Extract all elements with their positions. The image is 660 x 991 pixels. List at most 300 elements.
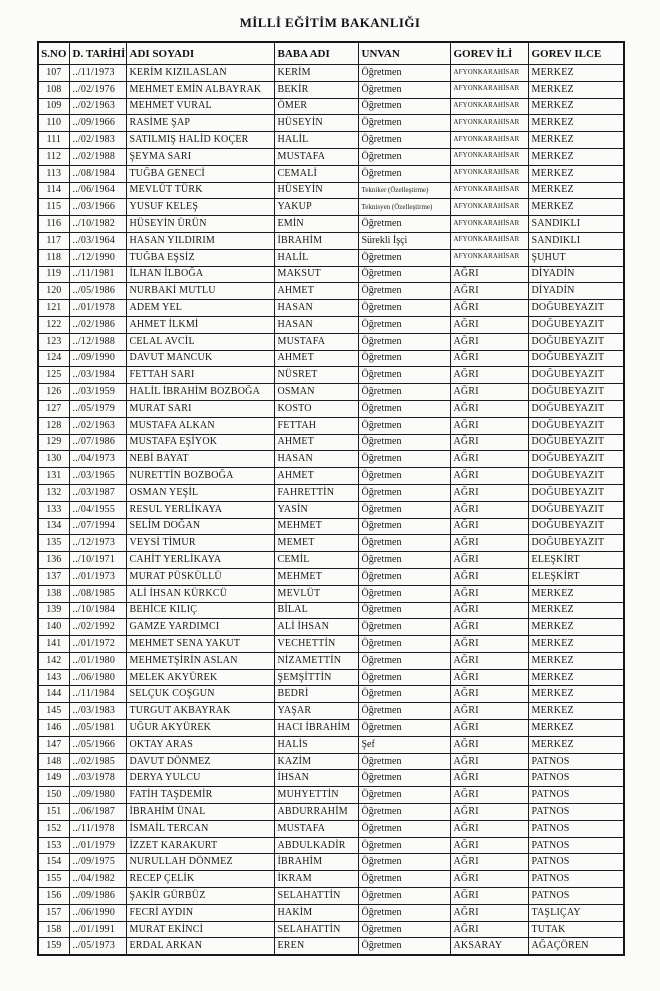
table-row <box>38 669 624 686</box>
table-header <box>38 42 624 65</box>
cell-father-name: SELAHATTİN <box>274 921 358 938</box>
cell-serial-number: 139 <box>38 602 69 619</box>
header-dob: D. TARİHİ <box>69 42 126 65</box>
table-row <box>38 98 624 115</box>
cell-father-name: CEMALİ <box>274 165 358 182</box>
cell-full-name: ŞAKİR GÜRBÜZ <box>126 888 274 905</box>
cell-title: Öğretmen <box>358 434 450 451</box>
cell-serial-number: 130 <box>38 451 69 468</box>
cell-district: MERKEZ <box>528 148 624 165</box>
cell-district: PATNOS <box>528 871 624 888</box>
cell-province: AĞRI <box>450 602 528 619</box>
table-row <box>38 65 624 82</box>
cell-full-name: İSMAİL TERCAN <box>126 820 274 837</box>
cell-serial-number: 138 <box>38 585 69 602</box>
cell-birth-date: ../05/1979 <box>69 400 126 417</box>
cell-district: PATNOS <box>528 820 624 837</box>
cell-father-name: EMİN <box>274 216 358 233</box>
cell-birth-date: ../05/1966 <box>69 736 126 753</box>
cell-province: AĞRI <box>450 367 528 384</box>
cell-title: Öğretmen <box>358 367 450 384</box>
cell-province: AĞRI <box>450 921 528 938</box>
cell-father-name: EREN <box>274 938 358 955</box>
table-row <box>38 400 624 417</box>
cell-province: AĞRI <box>450 652 528 669</box>
cell-serial-number: 159 <box>38 938 69 955</box>
cell-title: Teknisyen (Özelleştirme) <box>358 199 450 216</box>
cell-father-name: AHMET <box>274 350 358 367</box>
cell-father-name: İKRAM <box>274 871 358 888</box>
cell-title: Öğretmen <box>358 854 450 871</box>
cell-title: Öğretmen <box>358 837 450 854</box>
cell-birth-date: ../02/1988 <box>69 148 126 165</box>
cell-serial-number: 110 <box>38 115 69 132</box>
cell-district: DOĞUBEYAZIT <box>528 300 624 317</box>
cell-serial-number: 109 <box>38 98 69 115</box>
cell-title: Öğretmen <box>358 165 450 182</box>
cell-full-name: NURULLAH DÖNMEZ <box>126 854 274 871</box>
cell-birth-date: ../10/1971 <box>69 552 126 569</box>
cell-province: AĞRI <box>450 300 528 317</box>
cell-full-name: RECEP ÇELİK <box>126 871 274 888</box>
cell-district: MERKEZ <box>528 81 624 98</box>
cell-district: MERKEZ <box>528 132 624 149</box>
cell-serial-number: 112 <box>38 148 69 165</box>
cell-title: Öğretmen <box>358 921 450 938</box>
cell-full-name: YUSUF KELEŞ <box>126 199 274 216</box>
cell-birth-date: ../03/1964 <box>69 232 126 249</box>
cell-birth-date: ../03/1966 <box>69 199 126 216</box>
cell-serial-number: 116 <box>38 216 69 233</box>
cell-father-name: HALİS <box>274 736 358 753</box>
cell-full-name: SELÇUK COŞGUN <box>126 686 274 703</box>
cell-birth-date: ../12/1988 <box>69 333 126 350</box>
table-row <box>38 165 624 182</box>
cell-birth-date: ../07/1994 <box>69 518 126 535</box>
table-row <box>38 736 624 753</box>
cell-title: Öğretmen <box>358 669 450 686</box>
cell-father-name: NÜSRET <box>274 367 358 384</box>
cell-province: AĞRI <box>450 904 528 921</box>
cell-serial-number: 118 <box>38 249 69 266</box>
cell-serial-number: 151 <box>38 804 69 821</box>
cell-full-name: NURETTİN BOZBOĞA <box>126 468 274 485</box>
cell-father-name: İHSAN <box>274 770 358 787</box>
cell-full-name: NEBİ BAYAT <box>126 451 274 468</box>
cell-full-name: SELİM DOĞAN <box>126 518 274 535</box>
table-row <box>38 552 624 569</box>
table-row <box>38 535 624 552</box>
cell-serial-number: 135 <box>38 535 69 552</box>
cell-birth-date: ../01/1991 <box>69 921 126 938</box>
cell-birth-date: ../11/1978 <box>69 820 126 837</box>
cell-birth-date: ../09/1980 <box>69 787 126 804</box>
cell-father-name: MAKSUT <box>274 266 358 283</box>
table-row <box>38 804 624 821</box>
cell-title: Öğretmen <box>358 451 450 468</box>
cell-district: PATNOS <box>528 837 624 854</box>
cell-birth-date: ../12/1990 <box>69 249 126 266</box>
cell-district: MERKEZ <box>528 602 624 619</box>
cell-serial-number: 145 <box>38 703 69 720</box>
cell-father-name: MEVLÜT <box>274 585 358 602</box>
cell-birth-date: ../09/1990 <box>69 350 126 367</box>
cell-birth-date: ../01/1973 <box>69 568 126 585</box>
cell-birth-date: ../06/1990 <box>69 904 126 921</box>
cell-father-name: MUSTAFA <box>274 820 358 837</box>
cell-province: AĞRI <box>450 619 528 636</box>
cell-title: Öğretmen <box>358 501 450 518</box>
cell-birth-date: ../05/1981 <box>69 720 126 737</box>
table-row <box>38 451 624 468</box>
cell-full-name: FECRİ AYDIN <box>126 904 274 921</box>
table-row <box>38 518 624 535</box>
table-row <box>38 921 624 938</box>
table-row <box>38 216 624 233</box>
cell-full-name: DERYA YULCU <box>126 770 274 787</box>
cell-title: Öğretmen <box>358 636 450 653</box>
cell-full-name: TUĞBA GENECİ <box>126 165 274 182</box>
cell-birth-date: ../05/1973 <box>69 938 126 955</box>
cell-serial-number: 157 <box>38 904 69 921</box>
header-province: GOREV İLİ <box>450 42 528 65</box>
cell-title: Öğretmen <box>358 804 450 821</box>
personnel-table <box>37 41 625 956</box>
cell-father-name: HASAN <box>274 451 358 468</box>
cell-serial-number: 111 <box>38 132 69 149</box>
cell-birth-date: ../02/1992 <box>69 619 126 636</box>
cell-title: Öğretmen <box>358 300 450 317</box>
cell-serial-number: 126 <box>38 384 69 401</box>
cell-father-name: HASAN <box>274 316 358 333</box>
cell-full-name: MURAT SARI <box>126 400 274 417</box>
cell-title: Öğretmen <box>358 216 450 233</box>
table-row <box>38 417 624 434</box>
cell-title: Öğretmen <box>358 871 450 888</box>
cell-father-name: İBRAHİM <box>274 854 358 871</box>
cell-full-name: OSMAN YEŞİL <box>126 484 274 501</box>
cell-full-name: MEHMET VURAL <box>126 98 274 115</box>
cell-father-name: BİLAL <box>274 602 358 619</box>
cell-full-name: HÜSEYİN ÜRÜN <box>126 216 274 233</box>
table-row <box>38 585 624 602</box>
header-unvan: UNVAN <box>358 42 450 65</box>
cell-province: AĞRI <box>450 686 528 703</box>
cell-serial-number: 119 <box>38 266 69 283</box>
cell-serial-number: 134 <box>38 518 69 535</box>
table-row <box>38 232 624 249</box>
cell-title: Öğretmen <box>358 148 450 165</box>
cell-district: DOĞUBEYAZIT <box>528 400 624 417</box>
cell-father-name: ŞEMŞİTTİN <box>274 669 358 686</box>
cell-province: AĞRI <box>450 720 528 737</box>
cell-province: AĞRI <box>450 434 528 451</box>
cell-district: DOĞUBEYAZIT <box>528 350 624 367</box>
table-row <box>38 283 624 300</box>
cell-district: MERKEZ <box>528 182 624 199</box>
cell-district: PATNOS <box>528 770 624 787</box>
cell-father-name: ABDURRAHİM <box>274 804 358 821</box>
cell-district: MERKEZ <box>528 652 624 669</box>
cell-district: MERKEZ <box>528 65 624 82</box>
table-row <box>38 568 624 585</box>
cell-province: AĞRI <box>450 400 528 417</box>
cell-full-name: BEHİCE KILIÇ <box>126 602 274 619</box>
cell-district: MERKEZ <box>528 585 624 602</box>
table-row <box>38 148 624 165</box>
table-row <box>38 787 624 804</box>
cell-father-name: BEKİR <box>274 81 358 98</box>
cell-father-name: YASİN <box>274 501 358 518</box>
cell-serial-number: 120 <box>38 283 69 300</box>
cell-serial-number: 133 <box>38 501 69 518</box>
cell-province: AĞRI <box>450 871 528 888</box>
cell-province: AFYONKARAHİSAR <box>450 216 528 233</box>
cell-birth-date: ../03/1984 <box>69 367 126 384</box>
cell-serial-number: 123 <box>38 333 69 350</box>
cell-full-name: DAVUT MANCUK <box>126 350 274 367</box>
cell-father-name: MUSTAFA <box>274 333 358 350</box>
cell-father-name: YAŞAR <box>274 703 358 720</box>
cell-title: Öğretmen <box>358 686 450 703</box>
cell-serial-number: 150 <box>38 787 69 804</box>
cell-full-name: ADEM YEL <box>126 300 274 317</box>
cell-province: AĞRI <box>450 669 528 686</box>
cell-province: AĞRI <box>450 787 528 804</box>
cell-birth-date: ../04/1973 <box>69 451 126 468</box>
cell-district: MERKEZ <box>528 736 624 753</box>
cell-birth-date: ../03/1987 <box>69 484 126 501</box>
cell-father-name: NİZAMETTİN <box>274 652 358 669</box>
cell-serial-number: 146 <box>38 720 69 737</box>
header-row <box>38 42 624 65</box>
header-father: BABA ADI <box>274 42 358 65</box>
table-row <box>38 350 624 367</box>
cell-birth-date: ../08/1985 <box>69 585 126 602</box>
cell-full-name: HASAN YILDIRIM <box>126 232 274 249</box>
table-row <box>38 602 624 619</box>
cell-birth-date: ../10/1984 <box>69 602 126 619</box>
cell-province: AĞRI <box>450 703 528 720</box>
cell-father-name: HALİL <box>274 249 358 266</box>
table-row <box>38 854 624 871</box>
cell-birth-date: ../06/1980 <box>69 669 126 686</box>
table-row <box>38 367 624 384</box>
cell-father-name: HALİL <box>274 132 358 149</box>
cell-title: Öğretmen <box>358 720 450 737</box>
cell-full-name: KERİM KIZILASLAN <box>126 65 274 82</box>
cell-title: Şef <box>358 736 450 753</box>
table-row <box>38 904 624 921</box>
cell-full-name: UĞUR AKYÜREK <box>126 720 274 737</box>
cell-serial-number: 115 <box>38 199 69 216</box>
cell-title: Öğretmen <box>358 619 450 636</box>
cell-father-name: VECHETTİN <box>274 636 358 653</box>
cell-father-name: AHMET <box>274 468 358 485</box>
cell-father-name: HÜSEYİN <box>274 182 358 199</box>
cell-father-name: MEHMET <box>274 568 358 585</box>
cell-full-name: VEYSİ TİMUR <box>126 535 274 552</box>
cell-serial-number: 154 <box>38 854 69 871</box>
cell-father-name: AHMET <box>274 283 358 300</box>
table-row <box>38 619 624 636</box>
cell-father-name: HACI İBRAHİM <box>274 720 358 737</box>
cell-full-name: İZZET KARAKURT <box>126 837 274 854</box>
cell-district: SANDIKLI <box>528 232 624 249</box>
cell-father-name: FETTAH <box>274 417 358 434</box>
cell-full-name: HALİL İBRAHİM BOZBOĞA <box>126 384 274 401</box>
cell-district: MERKEZ <box>528 199 624 216</box>
cell-province: AĞRI <box>450 484 528 501</box>
cell-father-name: FAHRETTİN <box>274 484 358 501</box>
cell-province: AFYONKARAHİSAR <box>450 165 528 182</box>
cell-father-name: KOSTO <box>274 400 358 417</box>
cell-full-name: AHMET İLKMİ <box>126 316 274 333</box>
cell-province: AĞRI <box>450 770 528 787</box>
table-row <box>38 888 624 905</box>
cell-title: Öğretmen <box>358 518 450 535</box>
cell-province: AĞRI <box>450 854 528 871</box>
table-row <box>38 753 624 770</box>
cell-birth-date: ../03/1983 <box>69 703 126 720</box>
cell-province: AĞRI <box>450 636 528 653</box>
cell-serial-number: 141 <box>38 636 69 653</box>
cell-province: AĞRI <box>450 552 528 569</box>
cell-father-name: BEDRİ <box>274 686 358 703</box>
cell-title: Öğretmen <box>358 384 450 401</box>
cell-birth-date: ../06/1964 <box>69 182 126 199</box>
cell-father-name: SELAHATTİN <box>274 888 358 905</box>
table-row <box>38 720 624 737</box>
cell-full-name: RESUL YERLİKAYA <box>126 501 274 518</box>
cell-district: MERKEZ <box>528 165 624 182</box>
cell-full-name: MUSTAFA EŞİYOK <box>126 434 274 451</box>
cell-province: AFYONKARAHİSAR <box>450 182 528 199</box>
cell-full-name: ALİ İHSAN KÜRKCÜ <box>126 585 274 602</box>
cell-province: AFYONKARAHİSAR <box>450 115 528 132</box>
cell-birth-date: ../02/1963 <box>69 98 126 115</box>
cell-province: AĞRI <box>450 585 528 602</box>
cell-serial-number: 137 <box>38 568 69 585</box>
cell-father-name: ALİ İHSAN <box>274 619 358 636</box>
cell-title: Öğretmen <box>358 652 450 669</box>
cell-full-name: İBRAHİM ÜNAL <box>126 804 274 821</box>
cell-title: Öğretmen <box>358 535 450 552</box>
cell-province: AĞRI <box>450 350 528 367</box>
cell-title: Öğretmen <box>358 703 450 720</box>
table-row <box>38 703 624 720</box>
cell-title: Öğretmen <box>358 400 450 417</box>
cell-district: DOĞUBEYAZIT <box>528 451 624 468</box>
cell-serial-number: 128 <box>38 417 69 434</box>
cell-title: Öğretmen <box>358 568 450 585</box>
cell-serial-number: 158 <box>38 921 69 938</box>
cell-district: MERKEZ <box>528 669 624 686</box>
table-row <box>38 871 624 888</box>
cell-father-name: KAZİM <box>274 753 358 770</box>
cell-full-name: MEVLÜT TÜRK <box>126 182 274 199</box>
cell-province: AĞRI <box>450 535 528 552</box>
table-row <box>38 249 624 266</box>
header-sno: S.NO <box>38 42 69 65</box>
cell-title: Öğretmen <box>358 585 450 602</box>
cell-father-name: KERİM <box>274 65 358 82</box>
cell-birth-date: ../04/1982 <box>69 871 126 888</box>
cell-district: MERKEZ <box>528 115 624 132</box>
cell-province: AĞRI <box>450 417 528 434</box>
cell-district: MERKEZ <box>528 98 624 115</box>
cell-father-name: HASAN <box>274 300 358 317</box>
cell-province: AĞRI <box>450 501 528 518</box>
cell-district: PATNOS <box>528 753 624 770</box>
cell-title: Öğretmen <box>358 132 450 149</box>
cell-birth-date: ../03/1978 <box>69 770 126 787</box>
cell-serial-number: 142 <box>38 652 69 669</box>
cell-district: PATNOS <box>528 804 624 821</box>
table-row <box>38 820 624 837</box>
cell-district: DİYADİN <box>528 266 624 283</box>
cell-serial-number: 129 <box>38 434 69 451</box>
cell-district: DOĞUBEYAZIT <box>528 518 624 535</box>
cell-father-name: MUHYETTİN <box>274 787 358 804</box>
cell-father-name: ABDULKADİR <box>274 837 358 854</box>
cell-birth-date: ../04/1955 <box>69 501 126 518</box>
table-row <box>38 266 624 283</box>
cell-district: DOĞUBEYAZIT <box>528 367 624 384</box>
cell-province: AFYONKARAHİSAR <box>450 81 528 98</box>
cell-district: DOĞUBEYAZIT <box>528 468 624 485</box>
cell-birth-date: ../01/1972 <box>69 636 126 653</box>
page-title: MİLLİ EĞİTİM BAKANLIĞI <box>239 15 421 30</box>
cell-province: AĞRI <box>450 518 528 535</box>
cell-title: Öğretmen <box>358 115 450 132</box>
cell-birth-date: ../01/1979 <box>69 837 126 854</box>
cell-province: AĞRI <box>450 736 528 753</box>
cell-province: AĞRI <box>450 820 528 837</box>
cell-serial-number: 113 <box>38 165 69 182</box>
cell-district: DOĞUBEYAZIT <box>528 484 624 501</box>
cell-father-name: YAKUP <box>274 199 358 216</box>
table-row <box>38 938 624 955</box>
table-row <box>38 484 624 501</box>
cell-district: ŞUHUT <box>528 249 624 266</box>
cell-full-name: CELAL AVCİL <box>126 333 274 350</box>
cell-title: Öğretmen <box>358 249 450 266</box>
cell-title: Öğretmen <box>358 938 450 955</box>
cell-district: TUTAK <box>528 921 624 938</box>
cell-full-name: GAMZE YARDIMCI <box>126 619 274 636</box>
cell-district: ELEŞKİRT <box>528 568 624 585</box>
cell-title: Öğretmen <box>358 266 450 283</box>
cell-province: AĞRI <box>450 568 528 585</box>
cell-province: AĞRI <box>450 468 528 485</box>
cell-birth-date: ../12/1973 <box>69 535 126 552</box>
cell-title: Öğretmen <box>358 820 450 837</box>
cell-serial-number: 153 <box>38 837 69 854</box>
cell-birth-date: ../01/1980 <box>69 652 126 669</box>
cell-birth-date: ../02/1985 <box>69 753 126 770</box>
table-row <box>38 434 624 451</box>
cell-serial-number: 143 <box>38 669 69 686</box>
table-body <box>38 65 624 956</box>
cell-title: Öğretmen <box>358 81 450 98</box>
cell-title: Öğretmen <box>358 753 450 770</box>
cell-district: MERKEZ <box>528 636 624 653</box>
cell-birth-date: ../11/1981 <box>69 266 126 283</box>
cell-birth-date: ../01/1978 <box>69 300 126 317</box>
cell-full-name: NURBAKİ MUTLU <box>126 283 274 300</box>
cell-birth-date: ../02/1986 <box>69 316 126 333</box>
